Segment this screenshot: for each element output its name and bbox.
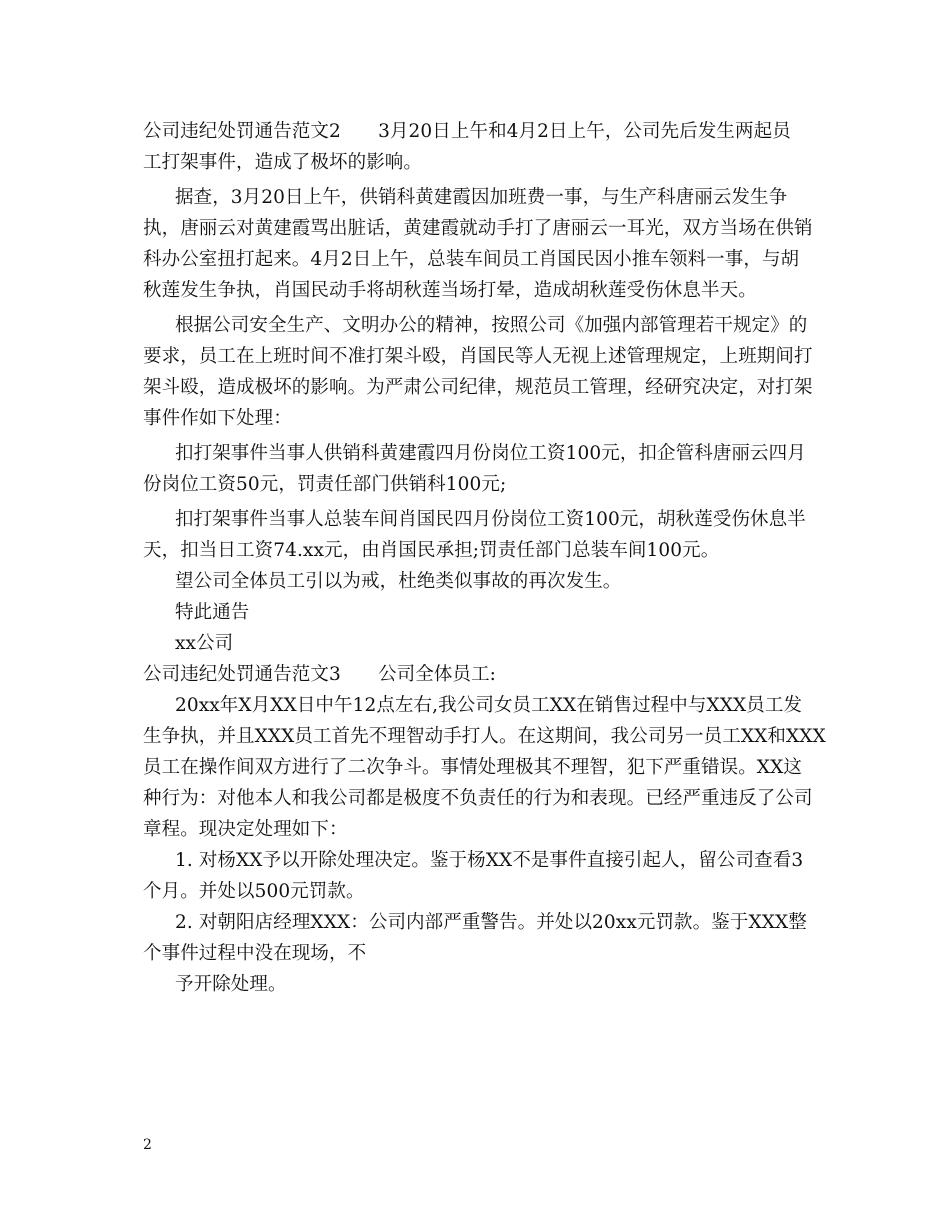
text-line: 望公司全体员工引以为戒，杜绝类似事故的再次发生。 [175,571,622,592]
text-line: 工打架事件，造成了极坏的影响。 [143,152,423,173]
text-line: 种行为：对他本人和我公司都是极度不负责任的行为和表现。已经严重违反了公司 [143,788,813,809]
text-line: 事件作如下处理： [143,408,292,429]
text-line: 扣打架事件当事人总装车间肖国民四月份岗位工资100元，胡秋莲受伤休息半 [175,509,806,530]
text-line: 员工在操作间双方进行了二次争斗。事情处理极其不理智，犯下严重错误。XX这 [143,757,802,778]
text-line: 据查，3月20日上午，供销科黄建霞因加班费一事，与生产科唐丽云发生争 [175,187,788,208]
text-line: 公司违纪处罚通告范文3 公司全体员工: [143,664,497,685]
text-line: 2. 对朝阳店经理XXX：公司内部严重警告。并处以20xx元罚款。鉴于XXX整 [175,912,807,933]
text-line: 特此通告 [175,602,250,623]
text-line: 扣打架事件当事人供销科黄建霞四月份岗位工资100元，扣企管科唐丽云四月 [175,443,806,464]
text-line: 要求，员工在上班时间不准打架斗殴，肖国民等人无视上述管理规定，上班期间打 [143,346,813,367]
text-line: 个月。并处以500元罚款。 [143,881,365,902]
text-line: 予开除处理。 [175,974,287,995]
text-line: 公司违纪处罚通告范文2 3月20日上午和4月2日上午，公司先后发生两起员 [143,121,791,142]
text-line: 架斗殴，造成极坏的影响。为严肃公司纪律，规范员工管理，经研究决定，对打架 [143,377,813,398]
text-line: 生争执，并且XXX员工首先不理智动手打人。在这期间，我公司另一员工XX和XXX [143,726,826,747]
text-line: 秋莲发生争执，肖国民动手将胡秋莲当场打晕，造成胡秋莲受伤休息半天。 [143,280,757,301]
text-line: 科办公室扭打起来。4月2日上午，总装车间员工肖国民因小推车领料一事，与胡 [143,249,800,270]
document-body [143,116,826,1000]
text-line: 个事件过程中没在现场，不 [143,943,367,964]
text-line: 根据公司安全生产、文明办公的精神，按照公司《加强内部管理若干规定》的 [175,315,808,336]
text-line: 执，唐丽云对黄建霞骂出脏话，黄建霞就动手打了唐丽云一耳光，双方当场在供销 [143,218,813,239]
text-line: 1. 对杨XX予以开除处理决定。鉴于杨XX不是事件直接引起人，留公司查看3 [175,850,804,871]
text-line: 20xx年X月XX日中午12点左右,我公司女员工XX在销售过程中与XXX员工发 [175,695,803,716]
page-number: 2 [143,1137,152,1153]
text-line: 天，扣当日工资74.xx元，由肖国民承担;罚责任部门总装车间100元。 [143,540,720,561]
text-line: xx公司 [175,633,234,654]
text-line: 章程。现决定处理如下： [143,819,348,840]
text-line: 份岗位工资50元，罚责任部门供销科100元; [143,474,507,495]
